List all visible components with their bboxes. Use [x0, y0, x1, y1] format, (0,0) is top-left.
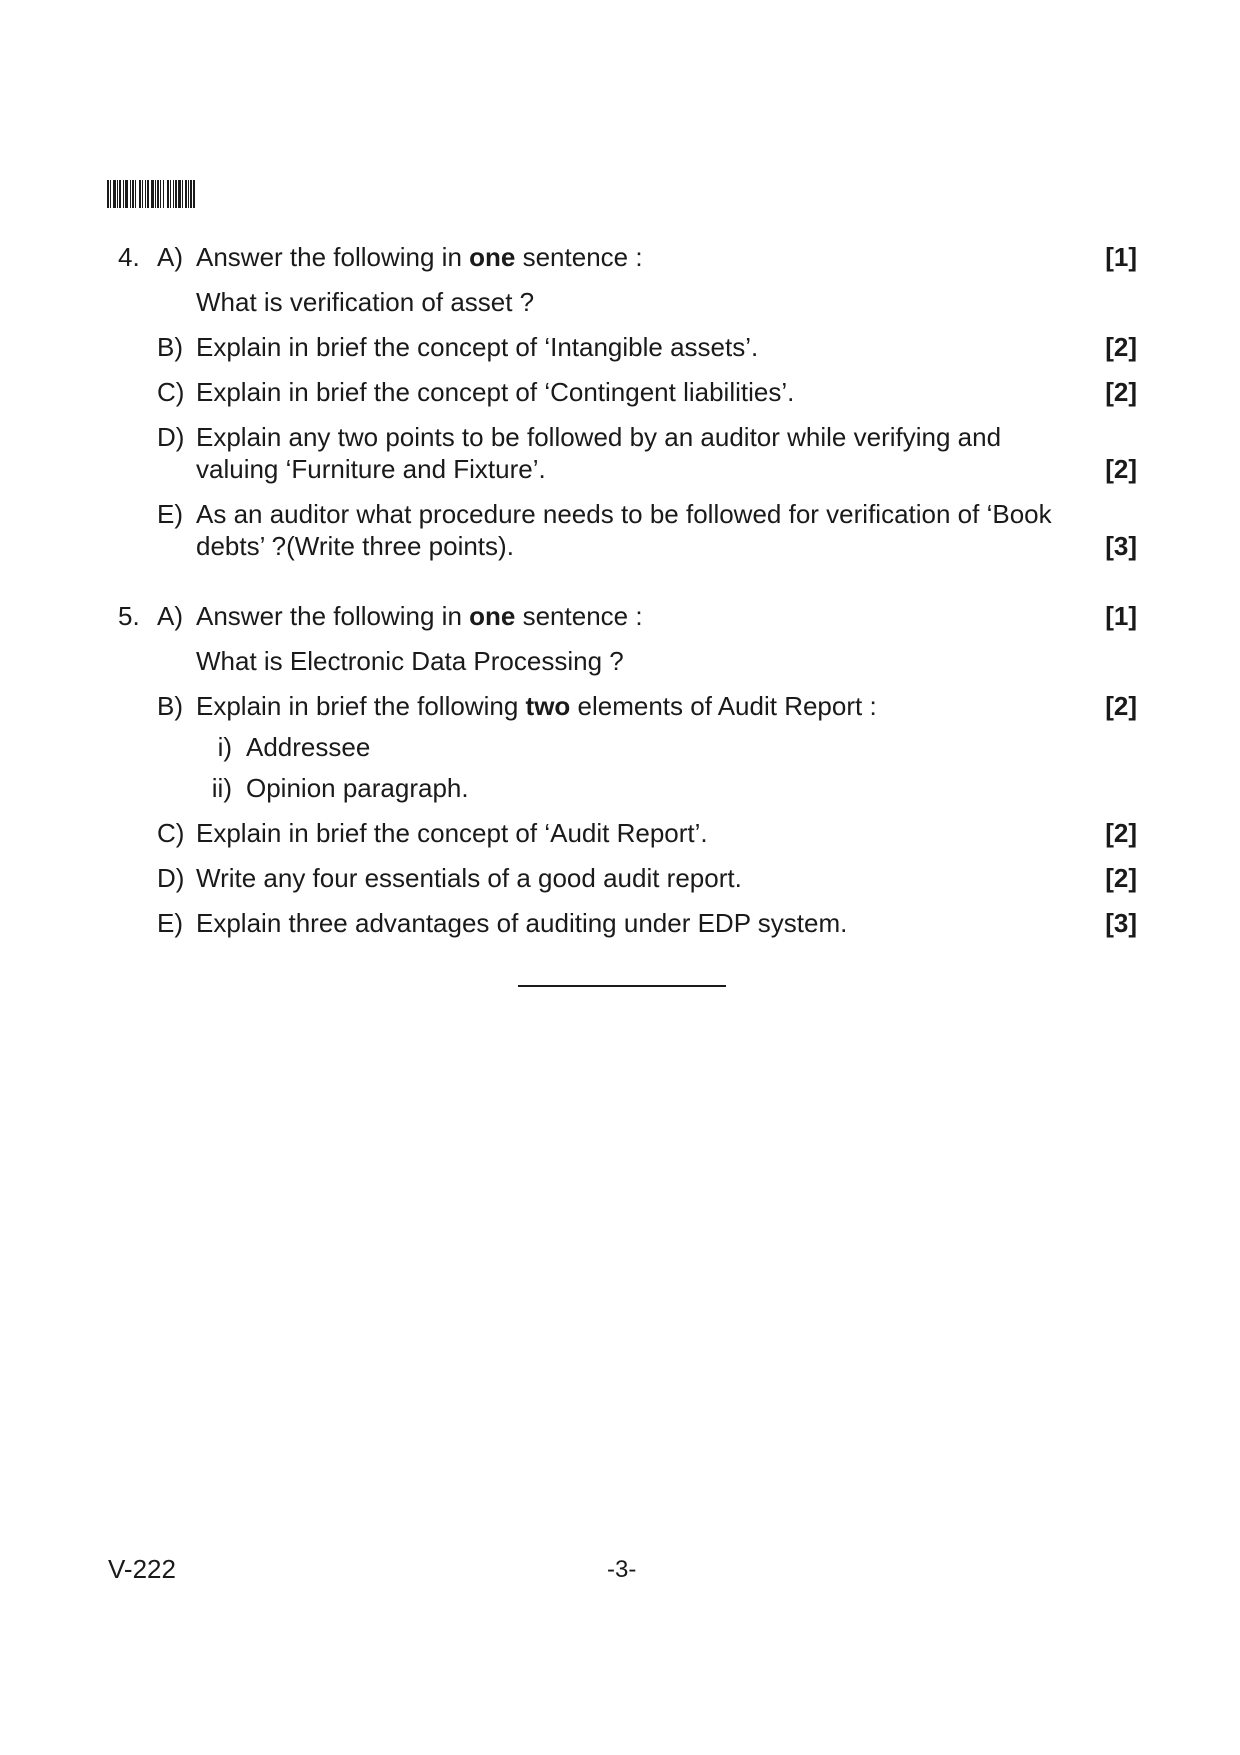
part-text-line2: valuing ‘Furniture and Fixture’.	[196, 454, 546, 484]
part-text: Answer the following in one sentence :	[196, 601, 643, 631]
part-label: A)	[157, 242, 183, 272]
marks: [3]	[1105, 908, 1137, 938]
part-label: D)	[157, 863, 185, 893]
followup-question: What is Electronic Data Processing ?	[196, 646, 624, 676]
end-divider	[518, 985, 726, 987]
part-text: Explain in brief the concept of ‘Audit Report’.	[196, 818, 708, 848]
marks: [2]	[1105, 818, 1137, 848]
emphasis: one	[469, 601, 516, 631]
part-label: C)	[157, 818, 185, 848]
part-label: A)	[157, 601, 183, 631]
part-label: B)	[157, 332, 183, 362]
barcode	[107, 180, 249, 208]
part-text: Write any four essentials of a good audit report.	[196, 863, 742, 893]
question-number: 5.	[118, 601, 140, 631]
part-text-line1: As an auditor what procedure needs to be followed for verification of ‘Book	[196, 499, 1052, 529]
part-label: E)	[157, 499, 183, 529]
part-text: Explain in brief the concept of ‘Contingent liabilities’.	[196, 377, 795, 407]
part-text-line1: Explain any two points to be followed by an auditor while verifying and	[196, 422, 1002, 452]
marks: [2]	[1105, 377, 1137, 407]
part-text: Explain three advantages of auditing under EDP system.	[196, 908, 848, 938]
part-label: B)	[157, 691, 183, 721]
part-text-line2: debts’ ?(Write three points).	[196, 531, 514, 561]
followup-question: What is verification of asset ?	[196, 287, 535, 317]
paper-code: V-222	[108, 1554, 176, 1584]
page-number: -3-	[607, 1556, 637, 1583]
subitem-number: ii)	[211, 773, 232, 803]
subitem-number: i)	[217, 732, 232, 762]
marks: [2]	[1105, 332, 1137, 362]
marks: [1]	[1105, 242, 1137, 272]
part-label: C)	[157, 377, 185, 407]
question-number: 4.	[118, 242, 140, 272]
emphasis: one	[469, 242, 516, 272]
emphasis: two	[525, 691, 571, 721]
marks: [2]	[1105, 863, 1137, 893]
part-label: D)	[157, 422, 185, 452]
part-text: Answer the following in one sentence :	[196, 242, 643, 272]
subitem-text: Opinion paragraph.	[246, 773, 469, 803]
marks: [3]	[1105, 531, 1137, 561]
part-label: E)	[157, 908, 183, 938]
marks: [1]	[1105, 601, 1137, 631]
part-text: Explain in brief the concept of ‘Intangible assets’.	[196, 332, 759, 362]
marks: [2]	[1105, 691, 1137, 721]
marks: [2]	[1105, 454, 1137, 484]
subitem-text: Addressee	[246, 732, 371, 762]
part-text: Explain in brief the following two elements of Audit Report :	[196, 691, 877, 721]
